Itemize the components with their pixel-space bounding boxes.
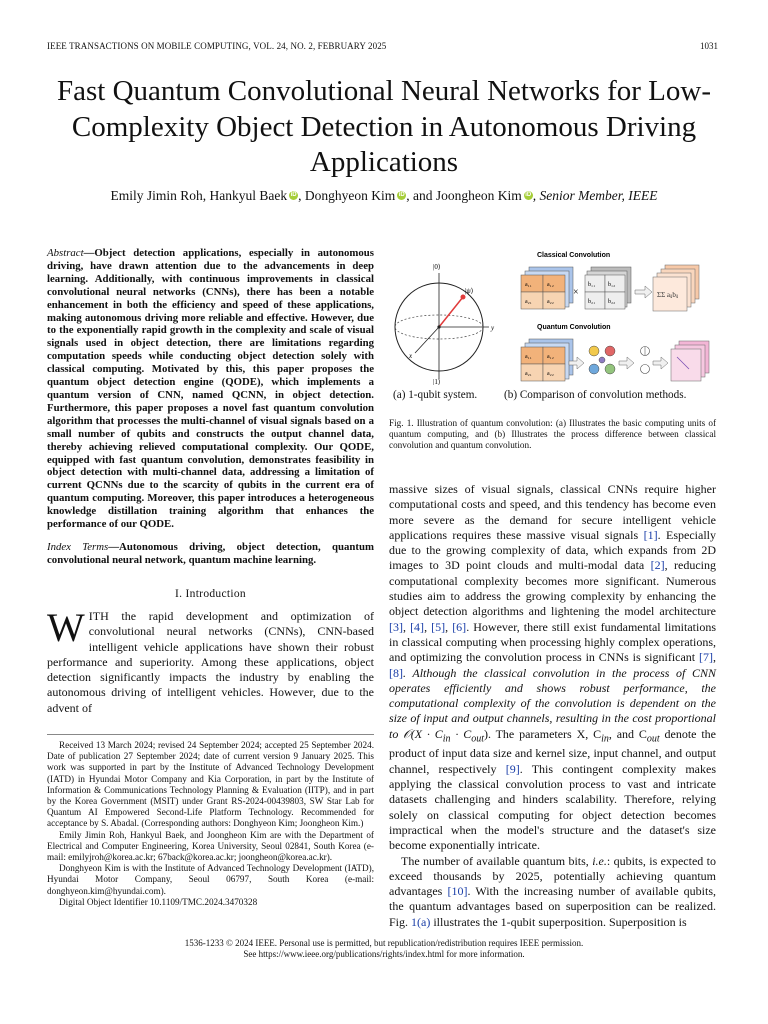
- paragraph-1: [389, 482, 716, 854]
- text-run: , and C: [608, 726, 647, 741]
- cell-b21: b₂₁: [588, 299, 596, 305]
- cell-a11: a₁₁: [525, 282, 532, 288]
- citation-link[interactable]: [5]: [431, 619, 446, 634]
- cell-a22: a₂₂: [547, 371, 554, 377]
- multiply-sign: ×: [573, 287, 579, 298]
- cell-a21: a₂₁: [525, 299, 532, 305]
- text-run: massive sizes of visual signals, classical CNNs require higher computational costs and speed, and this tendency has become even more severe as the demand for secure intelligent vehicle applications requires these massive visual signals: [389, 482, 716, 542]
- text-run: ,: [424, 619, 432, 634]
- text-run: . However, there still exist fundamental limitations in classical computing when processing highly complex operations, and optimizing the convolution process in CNNs is significant: [389, 619, 717, 665]
- text-run: ,: [403, 619, 411, 634]
- math-run: · C: [450, 726, 472, 741]
- axis-y-label: y: [491, 324, 495, 332]
- copyright-line: 1536-1233 © 2024 IEEE. Personal use is permitted, but republication/redistribution requires IEEE permission.: [184, 938, 584, 948]
- paper-title: Fast Quantum Convolutional Neural Networks for Low-Complexity Object Detection in Autonomous Driving Applications: [56, 75, 711, 178]
- text-run: ,: [445, 619, 453, 634]
- ket-1-label: |1⟩: [433, 378, 441, 385]
- rights-url-line: See https://www.ieee.org/publications/rights/index.html for more information.: [243, 949, 525, 959]
- text-run: . With the increasing number of available qubits, the quantum advantages based on superposition can be realized. Fig.: [389, 884, 716, 929]
- paragraph-2: [389, 854, 716, 930]
- footnote-affiliation-2: Donghyeon Kim is with the Institute of Advanced Technology Development (IATD), Hyundai Motor Company, Seoul 06797, South Korea (e-mail: donghyeon.kim@hyundai.com).: [47, 863, 374, 896]
- text-run: . Especially due to the growing complexity of data, which expands from 2D images to 3D point clouds and multi-modal data: [389, 527, 716, 573]
- axis-x-label: x: [409, 352, 413, 360]
- quantum-convolution-label: Quantum Convolution: [537, 324, 611, 331]
- intro-text: ITH the rapid development and optimization of convolutional neural networks (CNNs), CNN-based intelligent vehicle applications have shown their robust performance and superiority. Among these applications, object detection significantly impacts the industry by enabling the autonomous driving of intelligent vehicles. However, due to the advent of: [47, 609, 374, 715]
- index-terms-text: —Autonomous driving, object detection, quantum convolutional neural network, quantum machine learning.: [47, 541, 374, 566]
- citation-link[interactable]: [2]: [650, 558, 665, 573]
- figure-1-graphic: [389, 245, 716, 385]
- abstract: [47, 247, 374, 531]
- subcaption-b: (b) Comparison of convolution methods.: [504, 389, 687, 401]
- text-run: ,: [713, 650, 716, 665]
- citation-link[interactable]: [8]: [389, 665, 403, 680]
- subcaption-a: (a) 1-qubit system.: [393, 389, 478, 401]
- orcid-icon[interactable]: iD: [290, 192, 297, 198]
- text-run: , reducing computational complexity becomes more significant. Numerous studies aim to address the growing complexity by enhancing the object detection algorithms and lightening the model architecture: [389, 558, 716, 619]
- math-run: . Although the classical convolution in the process of CNN operates efficiently and shows robust performance, the computational complexity of the convolution is dependent on the size of input and output channels, resulting in the cost proportional to 𝒪(X · C: [389, 665, 716, 741]
- ket-0-label: |0⟩: [433, 263, 441, 271]
- text-run: illustrates the 1-qubit superposition. Superposition is: [430, 914, 687, 929]
- index-terms-lead: Index Terms: [47, 541, 109, 553]
- footnote-affiliation-1: Emily Jimin Roh, Hankyul Baek, and Joongheon Kim are with the Department of Electrical and Computer Engineering, Korea University, Seoul 02841, South Korea (e-mail: emilyjroh@korea.ac.kr; 67back@korea.ac.kr; joongheon@korea.ac.kr).: [47, 829, 374, 863]
- author-names-3: , and Joongheon Kim: [406, 188, 522, 203]
- orcid-icon[interactable]: iD: [398, 192, 405, 198]
- right-column-text: [389, 482, 716, 930]
- citation-link[interactable]: [10]: [447, 884, 468, 899]
- index-terms: [47, 541, 374, 567]
- text-run: denote the product of input data size and kernel size, input channel, and output channel, respectively: [389, 726, 716, 776]
- math-subscript: out: [646, 733, 660, 745]
- classical-convolution-diagram: [521, 252, 699, 311]
- citation-link[interactable]: [9]: [505, 761, 520, 776]
- cell-b12: b₁₂: [608, 282, 616, 288]
- text-run: . This contingent complexity makes applying the classical convolution process to vast and intricate datasets challenging and hinders scalability. Therefore, relying solely on classical computing for object detection becomes impractical when the model's structure and the dataset's size become exponentially intricate.: [389, 761, 716, 853]
- citation-link[interactable]: [3]: [389, 619, 403, 634]
- abstract-lead: Abstract: [47, 247, 84, 259]
- footnote-doi: Digital Object Identifier 10.1109/TMC.2024.3470328: [59, 896, 258, 907]
- svg-text:ΣΣ aᵢⱼbᵢⱼ: ΣΣ aᵢⱼbᵢⱼ: [657, 291, 679, 299]
- math-subscript: in: [442, 733, 451, 745]
- journal-header: IEEE TRANSACTIONS ON MOBILE COMPUTING, VOL. 24, NO. 2, FEBRUARY 2025: [47, 41, 387, 51]
- cell-a21: a₂₁: [525, 371, 532, 377]
- page-number: 1031: [700, 41, 718, 51]
- citation-link[interactable]: [1]: [643, 527, 658, 542]
- text-run: The number of available quantum bits,: [401, 853, 593, 868]
- cell-a12: a₁₂: [547, 354, 554, 360]
- text-run: i.e.: [592, 853, 607, 868]
- footnote-received: Received 13 March 2024; revised 24 September 2024; accepted 25 September 2024. Date of publication 27 September 2024; date of current version 9 January 2025. This work was supported in part by the Institute of Advanced Technology Development (IATD) in Hyundai Motor Company and Kia Corporation, in part by the Institute of Information & Communications Technology Planning & Evaluation (IITP), and in part by the Korea Government (MSIT) under Grant RS-2024-00439803, SW Star Lab for Quantum AI Empowered Second-Life Platform Technology. Recommended for acceptance by S. Abadal. (Corresponding authors: Donghyeon Kim; Joongheon Kim.): [47, 740, 374, 829]
- figure-caption: Fig. 1. Illustration of quantum convolution: (a) Illustrates the basic computing units of quantum computing, and (b) Illustrates the process difference between classical convolution and quantum convolution.: [389, 418, 716, 451]
- quantum-convolution-diagram: [521, 324, 709, 381]
- author-names-1: Emily Jimin Roh, Hankyul Baek: [110, 188, 288, 203]
- abstract-text: —Object detection applications, especially in autonomous driving, have drawn attention due to the advancements in deep learning. Additionally, with continuous improvements in classical convolutional neural networks (CNNs), there has been a notable enhancement in both the efficiency and speed of these applications, making autonomous driving more reliable and effective. However, due to the exponentially rapid growth in the complexity and scale of visual signals used in object detection, there are limitations regarding computation speeds while conducting object detection solely with classical computing. Motivated by this, this paper proposes the quantum object detection engine (QODE), which implements a quantum version of CNN, named QCNN, in object detection. Furthermore, this paper proposes a novel fast quantum convolution algorithm that processes the multi-channel of visual signals based on a small number of qubits and constructs the output channel data, thereby achieving relieved computational complexity. Our QODE, equipped with fast quantum convolution, demonstrates feasibility in object detection with multi-channel data, addressing a limitation of current QCNNs due to the scarcity of qubits in the current era of quantum computing. Moreover, this paper introduces a heterogeneous knowledge distillation training algorithm that enhances the performance of our QODE.: [47, 247, 374, 531]
- bloch-sphere: [395, 263, 495, 385]
- cell-a11: a₁₁: [525, 354, 532, 360]
- cell-b22: b₂₂: [608, 299, 616, 305]
- drop-cap: W: [47, 605, 85, 650]
- math-subscript: out: [471, 733, 484, 745]
- text-run: ). The parameters X, C: [483, 726, 602, 741]
- text-run: : qubits, is expected to exceed thousands by 2025, potentially achieving quantum advantages: [389, 853, 716, 899]
- cell-a22: a₂₂: [547, 299, 554, 305]
- citation-link[interactable]: [4]: [410, 619, 425, 634]
- classical-convolution-label: Classical Convolution: [537, 252, 611, 259]
- author-membership: , Senior Member, IEEE: [532, 188, 658, 203]
- figure-link[interactable]: 1(a): [411, 914, 431, 929]
- author-names-2: , Donghyeon Kim: [298, 188, 396, 203]
- cell-b11: b₁₁: [588, 282, 596, 288]
- citation-link[interactable]: [6]: [452, 619, 467, 634]
- orcid-icon[interactable]: iD: [525, 192, 532, 198]
- citation-link[interactable]: [7]: [699, 650, 713, 665]
- intro-paragraph: [47, 605, 374, 716]
- cell-a12: a₁₂: [547, 282, 554, 288]
- math-subscript: in: [601, 733, 609, 745]
- ket-psi-label: |ψ⟩: [465, 287, 474, 295]
- section-heading: I. Introduction: [175, 588, 246, 600]
- figure-1: [389, 245, 716, 405]
- copyright-footer: [40, 938, 728, 960]
- footnote-rule: [47, 734, 374, 735]
- footnotes: [47, 740, 374, 908]
- author-list: [40, 188, 728, 204]
